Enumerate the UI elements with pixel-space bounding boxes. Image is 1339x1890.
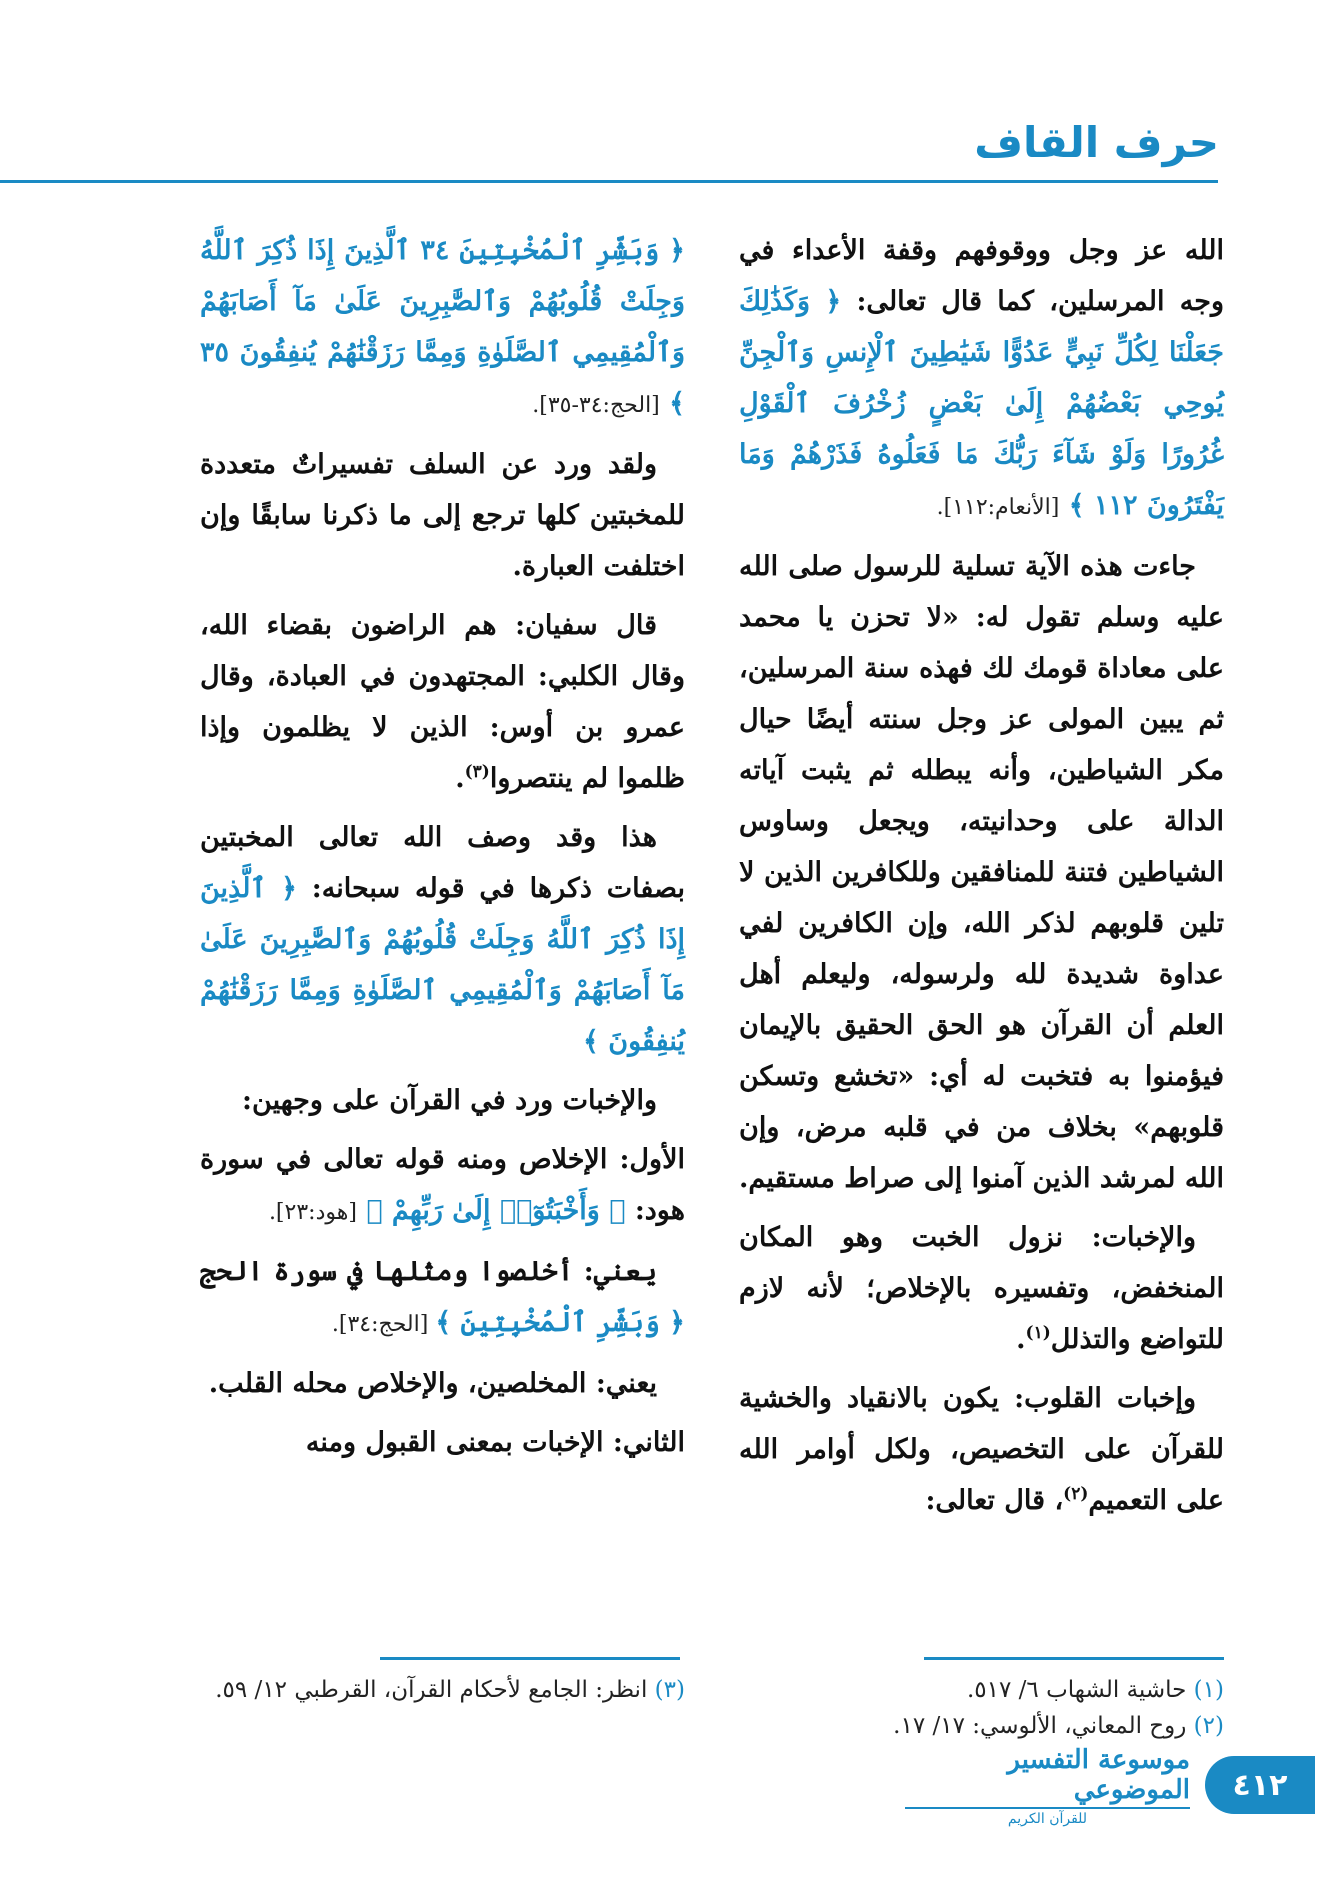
footnote-marker[interactable]: (٢) — [1063, 1484, 1089, 1504]
verse-reference: [الحج:٣٤-٣٥]. — [532, 393, 660, 418]
paragraph — [200, 1417, 685, 1468]
paragraph — [200, 600, 685, 804]
footnote — [739, 1708, 1224, 1744]
paragraph: والإخبات ورد في القرآن على وجهين: — [242, 1085, 657, 1116]
paragraph-text: يعني: أخلصوا ومثلها في سورة الحج — [200, 1256, 657, 1287]
quran-verse: ﴿ وَأَخْبَتُوٓا۟ إِلَىٰ رَبِّهِمْ ﴾ — [366, 1195, 626, 1226]
item-label: الثاني: — [612, 1427, 685, 1458]
footnote-number: (١) — [1193, 1677, 1224, 1703]
footnote-text: حاشية الشهاب ٦/ ٥١٧. — [966, 1677, 1187, 1703]
quran-verse: ﴿ وَكَذَٰلِكَ جَعَلْنَا لِكُلِّ نَبِيٍّ عَدُوًّا شَيَٰطِينَ ٱلْإِنسِ وَٱلْجِنِّ يُوحِي بَعْضُهُمْ إِلَىٰ بَعْضٍ زُخْرُفَ ٱلْقَوْلِ غُرُورًا وَلَوْ شَآءَ رَبُّكَ مَا فَعَلُوهُ فَذَرْهُمْ وَمَا يَفْتَرُونَ ١١٢ ﴾ — [739, 286, 1224, 521]
verse-reference: [هود:٢٣]. — [268, 1200, 357, 1225]
paragraph-text: هذا وقد وصف الله تعالى المخبتين بصفات ذكرها في قوله سبحانه: — [200, 822, 685, 904]
verse-reference: [الأنعام:١١٢]. — [936, 495, 1060, 520]
footnote-text: روح المعاني، الألوسي: ١٧/ ١٧. — [893, 1713, 1187, 1739]
right-column — [739, 225, 1224, 1534]
paragraph-text: وإخبات القلوب: يكون بالانقياد والخشية للقرآن على التخصيص، ولكل أوامر الله على التعميم — [739, 1383, 1224, 1516]
footnote — [200, 1672, 685, 1708]
footnote-marker[interactable]: (١) — [1025, 1323, 1051, 1343]
paragraph — [200, 1246, 685, 1350]
paragraph — [739, 225, 1224, 533]
footnote — [739, 1672, 1224, 1708]
footnote-number: (٢) — [1193, 1713, 1224, 1739]
footnotes-left — [200, 1672, 685, 1708]
left-column — [200, 225, 685, 1476]
footnote-marker[interactable]: (٣) — [464, 762, 490, 782]
item-label: الأول: — [619, 1144, 685, 1175]
quran-verse: ﴿ ٱلَّذِينَ إِذَا ذُكِرَ ٱللَّهُ وَجِلَتْ قُلُوبُهُمْ وَٱلصَّٰبِرِينَ عَلَىٰ مَآ أَصَابَهُمْ وَٱلْمُقِيمِي ٱلصَّلَوٰةِ وَمِمَّا رَزَقْنَٰهُمْ يُنفِقُونَ ﴾ — [200, 873, 685, 1057]
paragraph — [200, 1134, 685, 1238]
page-number-badge: ٤١٢ — [1205, 1756, 1315, 1814]
verse-block — [200, 225, 685, 431]
paragraph — [739, 1212, 1224, 1365]
paragraph-text: الإخلاص ومنه قوله تعالى في سورة هود: — [200, 1144, 685, 1226]
paragraph: ولقد ورد عن السلف تفسيراتٌ متعددة للمخبتين كلها ترجع إلى ما ذكرنا سابقًا وإن اختلفت العبارة. — [200, 449, 685, 582]
footnote-divider — [924, 1657, 1224, 1660]
verse-reference: [الحج:٣٤]. — [331, 1312, 436, 1337]
series-logo — [905, 1744, 1190, 1827]
paragraph-text: والإخبات: نزول الخبت وهو المكان المنخفض، وتفسيره بالإخلاص؛ لأنه لازم للتواضع والتذلل — [739, 1222, 1224, 1355]
paragraph-text: الله عز وجل ووقوفهم وقفة الأعداء في وجه المرسلين، كما قال تعالى: — [739, 235, 1224, 317]
paragraph-text: قال سفيان: هم الراضون بقضاء الله، وقال الكلبي: المجتهدون في العبادة، وقال عمرو بن أوس: الذين لا يظلمون وإذا ظلموا لم ينتصروا — [200, 610, 685, 794]
punctuation: . — [1016, 1324, 1026, 1355]
paragraph — [739, 1373, 1224, 1526]
logo-subtitle: للقرآن الكريم — [1007, 1810, 1088, 1827]
footnote-divider — [380, 1657, 680, 1660]
paragraph: يعني: المخلصين، والإخلاص محله القلب. — [208, 1368, 657, 1399]
paragraph-text: ، قال تعالى: — [925, 1485, 1064, 1516]
quran-verse: ﴿ وَبَشِّرِ ٱلْمُخْبِتِينَ ﴾ — [435, 1307, 685, 1338]
footnotes-right — [739, 1672, 1224, 1744]
logo-title: موسوعة التفسير الموضوعي — [905, 1745, 1190, 1809]
header-divider — [0, 180, 1218, 183]
chapter-title: حرف القاف — [974, 118, 1219, 167]
quran-verse: ﴿ وَبَشِّرِ ٱلْمُخْبِتِينَ ٣٤ ٱلَّذِينَ إِذَا ذُكِرَ ٱللَّهُ وَجِلَتْ قُلُوبُهُمْ وَٱلصَّٰبِرِينَ عَلَىٰ مَآ أَصَابَهُمْ وَٱلْمُقِيمِي ٱلصَّلَوٰةِ وَمِمَّا رَزَقْنَٰهُمْ يُنفِقُونَ ٣٥ ﴾ — [200, 235, 685, 419]
paragraph-text: الإخبات بمعنى القبول ومنه — [305, 1427, 613, 1458]
punctuation: . — [455, 763, 465, 794]
paragraph — [200, 812, 685, 1067]
footnote-number: (٣) — [654, 1677, 685, 1703]
paragraph: جاءت هذه الآية تسلية للرسول صلى الله عليه وسلم تقول له: «لا تحزن يا محمد على معاداة قومك لك فهذه سنة المرسلين، ثم يبين المولى عز وجل سنته أيضًا حيال مكر الشياطين، وأنه يبطله ثم يثبت آياته الدالة على وحدانيته، ويجعل وساوس الشياطين فتنة للمنافقين وللكافرين الذين لا تلين قلوبهم لذكر الله، وإن الكافرين لفي عداوة شديدة لله ولرسوله، وليعلم أهل العلم أن القرآن هو الحق الحقيق بالإيمان فيؤمنوا به فتخبت له أي: «تخشع وتسكن قلوبهم» بخلاف من في قلبه مرض، وإن الله لمرشد الذين آمنوا إلى صراط مستقيم. — [739, 551, 1224, 1194]
footnote-text: انظر: الجامع لأحكام القرآن، القرطبي ١٢/ ٥٩. — [215, 1677, 648, 1703]
